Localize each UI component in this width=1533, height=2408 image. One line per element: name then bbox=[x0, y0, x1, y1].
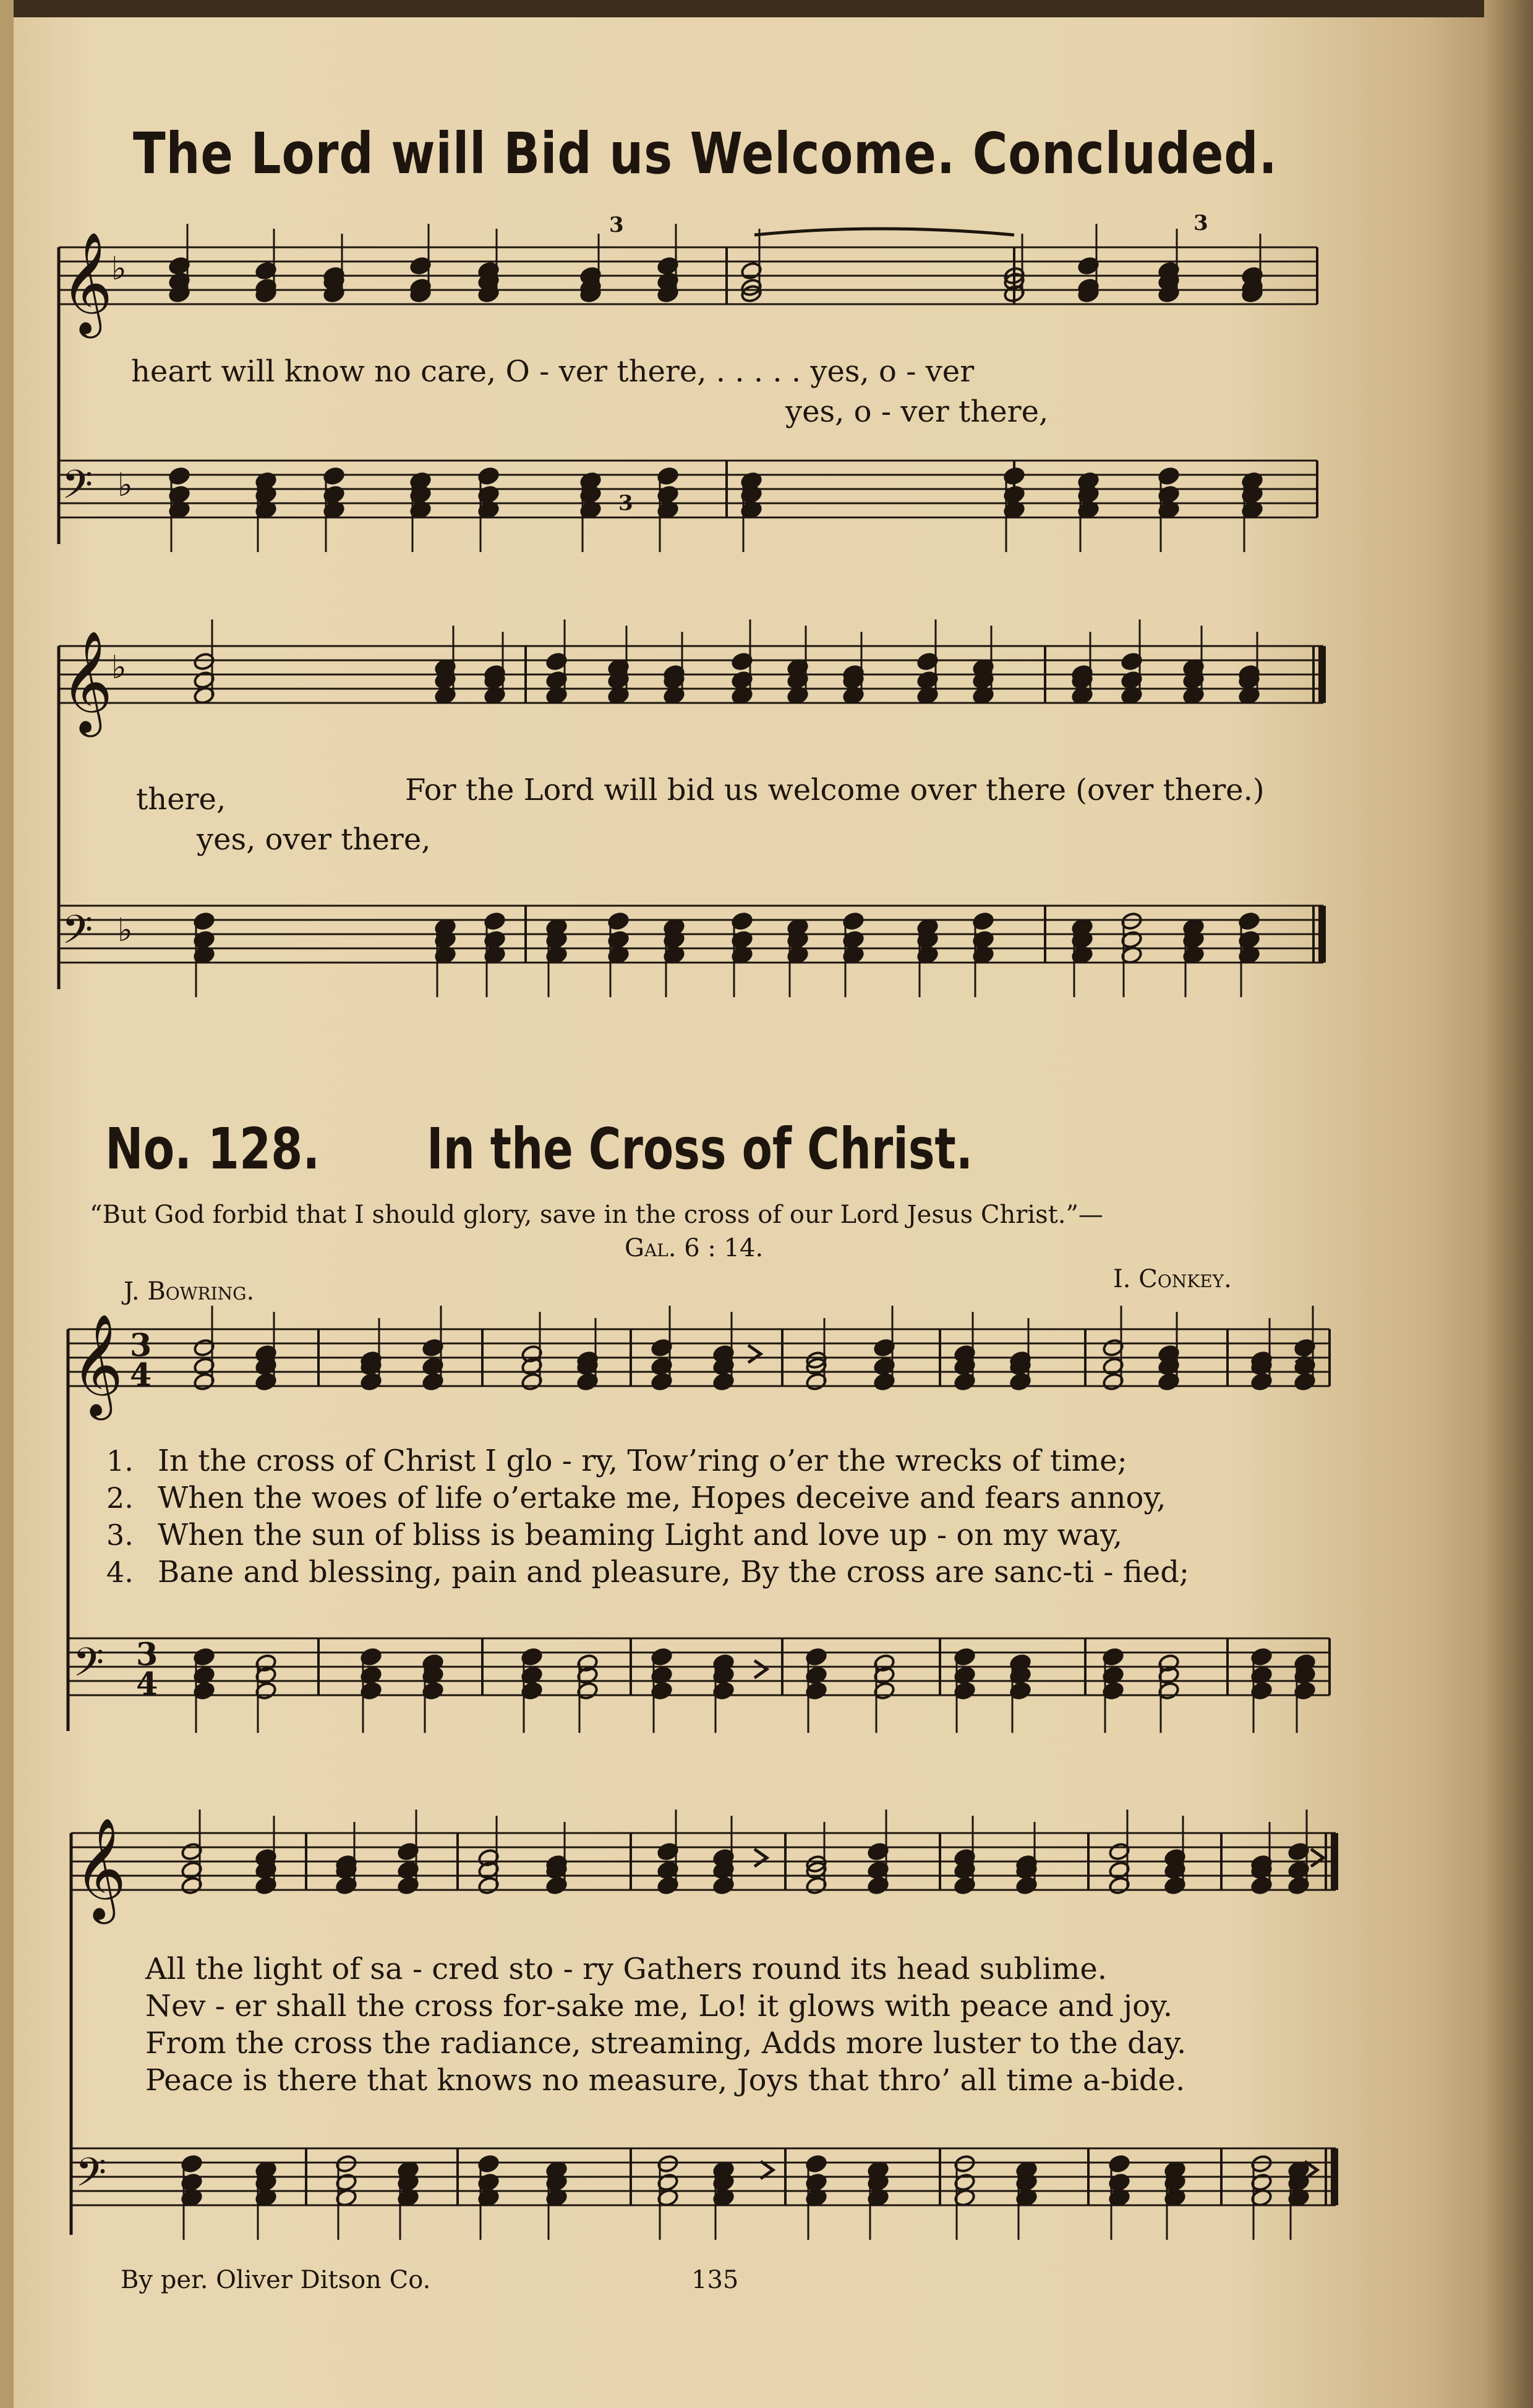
flat-sign: ♭ bbox=[117, 467, 133, 504]
verse-line: Peace is there that knows no measure, Joys that thro’ all time a-bide. bbox=[145, 2063, 1185, 2098]
system2-lyrics: For the Lord will bid us welcome over there (over there.) bbox=[405, 773, 1265, 807]
bass-clef: 𝄢 bbox=[73, 1639, 105, 1696]
final-bar-line bbox=[1318, 906, 1326, 963]
verse-line: From the cross the radiance, streaming, Adds more luster to the day. bbox=[145, 2026, 1187, 2061]
triplet-mark: 3 bbox=[618, 491, 633, 516]
scripture-quote: “But God forbid that I should glory, save in the cross of our Lord Jesus Christ.”— bbox=[90, 1201, 1103, 1229]
time-signature: 4 bbox=[130, 1355, 152, 1393]
verse-number: 4. bbox=[106, 1555, 134, 1589]
verses-part1 bbox=[158, 1442, 1189, 1591]
time-signature: 4 bbox=[136, 1664, 158, 1702]
system2-start-lyric: there, bbox=[136, 782, 226, 817]
final-bar-line bbox=[1331, 1833, 1338, 1890]
bass-clef: 𝄢 bbox=[75, 2149, 107, 2206]
system2-alto-lyrics: yes, over there, bbox=[197, 822, 431, 857]
author-credit: J. Bowring. bbox=[124, 1277, 255, 1306]
treble-clef: 𝄞 bbox=[61, 630, 113, 733]
verse-number: 2. bbox=[106, 1481, 134, 1515]
verse-line: When the woes of life o’ertake me, Hopes deceive and fears annoy, bbox=[158, 1481, 1166, 1515]
rest-mark bbox=[1311, 1849, 1323, 1866]
system1-lyrics: heart will know no care, O - ver there, . . . . . yes, o - ver bbox=[131, 354, 975, 389]
verses-part2 bbox=[145, 1951, 1186, 2099]
verse-line: All the light of sa - cred sto - ry Gathers round its head sublime. bbox=[145, 1952, 1108, 1986]
flat-sign: ♭ bbox=[117, 912, 133, 949]
verse-line: In the cross of Christ I glo - ry, Tow’ring o’er the wrecks of time; bbox=[158, 1444, 1127, 1478]
verse-line: Nev - er shall the cross for-sake me, Lo! it glows with peace and joy. bbox=[145, 1989, 1173, 2023]
treble-clef: 𝄞 bbox=[74, 1817, 127, 1920]
verse-number: 3. bbox=[106, 1518, 134, 1552]
copyright-notice: By per. Oliver Ditson Co. bbox=[121, 2266, 431, 2294]
bass-clef: 𝄢 bbox=[62, 461, 93, 518]
time-signature: 3 bbox=[136, 1635, 158, 1673]
rest-mark bbox=[754, 1661, 767, 1678]
triplet-mark: 3 bbox=[609, 213, 624, 237]
treble-clef: 𝄞 bbox=[61, 231, 113, 334]
final-bar-line bbox=[1318, 646, 1326, 703]
rest-mark bbox=[748, 1345, 761, 1363]
treble-clef: 𝄞 bbox=[71, 1313, 124, 1416]
system1-alto-lyrics: yes, o - ver there, bbox=[785, 394, 1049, 429]
verse-number: 1. bbox=[106, 1444, 134, 1478]
bass-clef: 𝄢 bbox=[62, 906, 93, 963]
verse-line: Bane and blessing, pain and pleasure, By the cross are sanc-ti - fied; bbox=[158, 1555, 1190, 1589]
hymn-number: No. 128. bbox=[105, 1116, 320, 1182]
composer-credit: I. Conkey. bbox=[1113, 1265, 1232, 1293]
tie-arc bbox=[754, 229, 1014, 235]
flat-sign: ♭ bbox=[111, 649, 127, 686]
time-signature: 3 bbox=[130, 1326, 152, 1364]
flat-sign: ♭ bbox=[111, 250, 127, 287]
hymn-concluded-title: The Lord will Bid us Welcome. Concluded. bbox=[133, 121, 1278, 187]
triplet-mark: 3 bbox=[1194, 211, 1208, 236]
verse-numbers bbox=[106, 1442, 134, 1591]
final-bar-line bbox=[1331, 2148, 1338, 2205]
hymn-128-title: In the Cross of Christ. bbox=[427, 1116, 973, 1182]
rest-mark bbox=[754, 1849, 767, 1866]
scripture-reference: Gal. 6 : 14. bbox=[625, 1234, 764, 1262]
verse-line: When the sun of bliss is beaming Light and love up - on my way, bbox=[158, 1518, 1123, 1552]
page-number: 135 bbox=[691, 2266, 739, 2294]
